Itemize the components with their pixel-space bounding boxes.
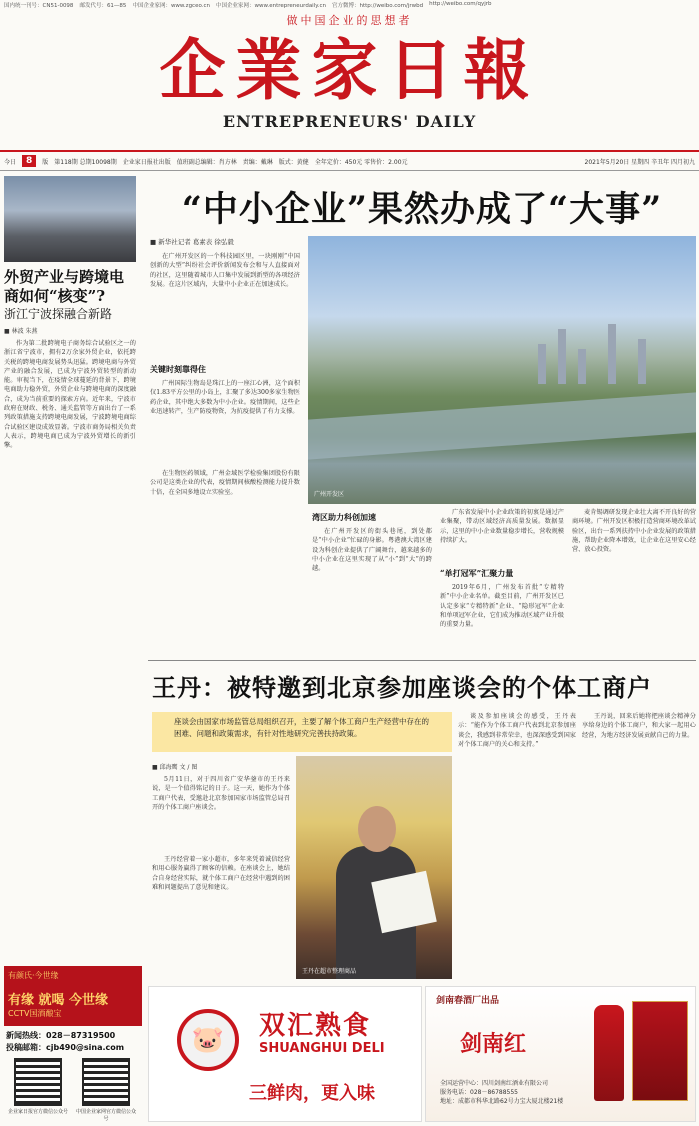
topbar-item: 中国企业家网：www.zgceo.cn bbox=[132, 3, 210, 9]
article2-para: 谈及参加座谈会的感受，王丹表示：“能作为个体工商户代表到北京参加座谈会，我感到非常荣幸，也深深感受到国家对个体工商户的关心和支持。” bbox=[458, 713, 576, 748]
article1-para: 广州国际生物岛是珠江上的一座江心洲，这个面积仅1.83平方公里的小岛上，汇聚了多达300多家生物医药企业，其中绝大多数为中小企业。疫情期间，这些企业迅速转产，生产防疫物资，为抗疫提供了有力支撑。 bbox=[150, 380, 300, 415]
issue-number: 第118期 总期10098期 bbox=[54, 158, 117, 166]
topbar-item: 国内统一刊号：CN51-0098 bbox=[4, 3, 74, 9]
duty-editor: 值班副总编辑：肖方林 bbox=[176, 158, 237, 166]
news-hotline: 新闻热线：028－87319500 bbox=[6, 1031, 116, 1040]
topbar-item: http://weibo.com/qyjrb bbox=[429, 1, 492, 7]
qr-code-icon[interactable] bbox=[82, 1058, 130, 1106]
jiannan-info-line: 全国运营中心：四川剑南红酒业有限公司 bbox=[440, 1080, 549, 1087]
article1-subhead: “单打冠军”汇聚力量 bbox=[440, 568, 514, 578]
article1-para: 广东省发展中小企业政策的初衷是通过产业集聚，带动区域经济高质量发展。数据显示，这里的中小企业数量稳步增长，营收规模持续扩大。 bbox=[440, 509, 564, 544]
article2-para: 王丹说，回来后她将把座谈会精神分享给身边的个体工商户，和大家一起用心经营，为地方经济发展贡献自己的力量。 bbox=[582, 713, 696, 739]
article1-subhead: 关键时刻靠得住 bbox=[150, 364, 206, 374]
article-divider bbox=[148, 660, 696, 661]
article1-para: 麦肯锡调研发现企业壮大离不开良好的营商环境。广州开发区积极打造营商环境改革试验区，出台一系列扶持中小企业发展的政策措施，帮助企业降本增效，让企业在这里安心经营、放心投资。 bbox=[572, 509, 696, 554]
conference-photo bbox=[4, 176, 136, 262]
person-photo-caption: 王丹在超市整理商品 bbox=[302, 968, 357, 975]
masthead-title-en: ENTREPRENEURS' DAILY bbox=[222, 112, 477, 131]
article1-para: 在生物医药领域，广州金域医学检验集团股份有限公司是这类企业的代表，疫情期间核酸检测能力提升数十倍，在全国多地设立实验室。 bbox=[150, 470, 300, 496]
info-rule bbox=[0, 170, 699, 171]
page-count-badge: 8 bbox=[22, 155, 36, 167]
ad-brand: 有缘 就喝 今世缘 bbox=[8, 993, 109, 1008]
qr-caption: 企业家日报官方微信公众号 bbox=[8, 1109, 69, 1115]
article2-column-2 bbox=[458, 712, 576, 980]
submission-email: 投稿邮箱：cjb490@sina.com bbox=[6, 1043, 125, 1052]
issue-date: 2021年5月20日 星期四 辛丑年 四月初九 bbox=[584, 158, 695, 166]
left-article-byline: ■ 林波 朱燕 bbox=[4, 328, 38, 335]
article1-subhead: 湾区助力科创加速 bbox=[312, 512, 376, 522]
masthead-title: 企業家日報 bbox=[159, 31, 540, 109]
gift-box-image bbox=[632, 1001, 688, 1101]
today-label: 今日 bbox=[4, 158, 17, 166]
article1-column-3 bbox=[440, 508, 564, 654]
city-photo-caption: 广州开发区 bbox=[314, 491, 345, 498]
contact-info bbox=[6, 1030, 138, 1054]
qr-caption: 中国企业家网官方微信公众号 bbox=[76, 1109, 137, 1122]
section-editor: 责编：戴琳 bbox=[242, 158, 273, 166]
masthead-slogan: 做中国企业的思想者 bbox=[286, 14, 413, 27]
article1-column-2 bbox=[312, 508, 432, 654]
jiannan-info bbox=[440, 1079, 563, 1106]
shuanghui-slogan: 三鲜肉，更入味 bbox=[249, 1083, 375, 1104]
article1-para: 在广州开发区的街头巷尾，到处都是“中小企业”忙碌的身影。粤港澳大湾区建设为科创企业提供了广阔舞台，越来越多的中小企业在这里实现了从“小”到“大”的跨越。 bbox=[312, 528, 432, 573]
shuanghui-brand: 双汇熟食 bbox=[259, 1011, 372, 1041]
left-column bbox=[4, 176, 136, 919]
jiannan-info-line: 地址：成都市科华北路62号力宝大厦北楼21楼 bbox=[440, 1098, 564, 1105]
article1-column-1 bbox=[150, 252, 300, 654]
top-info-bar bbox=[0, 0, 699, 10]
article1-column-4 bbox=[572, 508, 696, 654]
topbar-item: 官方微博：http://weibo.com/jrwbd bbox=[331, 3, 424, 9]
topbar-item: 邮发代号：61—85 bbox=[79, 3, 127, 9]
left-article-body: 作为第二批跨境电子商务综合试验区之一的浙江省宁波市，拥有2万余家外贸企业，依托跨关税的跨境电商发展势头迅猛。跨境电商与外贸产业的融合发展，已成为宁波外贸转型的新动能。审视当下，在疫情全球蔓延的背景下，跨境电商助力稳外贸，外贸企业与跨境电商的深度融合，成为当前重要的探索方向。近年来，宁波市政府在财政、税务、通关监管等方面出台了一系列政策措施支持跨境电商发展，宁波跨境电商综合试验区建设成效显著。宁波市商务局相关负责人表示，跨境电商已成为宁波外贸增长的新引擎。 bbox=[4, 340, 136, 450]
price: 全年定价：450元 零售价：2.00元 bbox=[314, 158, 408, 166]
city-aerial-photo bbox=[308, 236, 696, 504]
issue-info-bar bbox=[0, 152, 699, 170]
jinshiyuan-ad[interactable] bbox=[4, 966, 142, 1026]
article1-para: 在广州开发区的一个科技园区里，一块刚刚“中国创新的大型”纠纷社会评价新闻发布会和与人直接面对的社区，这里随着城市人口集中发展到新型的各项经济发展。在这片区域内，大量中小企业正在加速成长。 bbox=[150, 253, 300, 288]
jiannan-header: 剑南春酒厂出品 bbox=[436, 996, 500, 1006]
topbar-item: 中国企业家网：www.entrepreneurdaily.cn bbox=[216, 3, 326, 9]
bottle-image bbox=[594, 1005, 624, 1101]
article2-para: 5月11日，对于四川省广安华蓥市的王丹来说，是一个值得铭记的日子。这一天，她作为个体工商户代表，受邀赴北京参加国家市场监管总局召开的个体工商户座谈会。 bbox=[152, 776, 290, 811]
article2-column-3 bbox=[582, 712, 696, 980]
shuanghui-brand-en: SHUANGHUI DELI bbox=[259, 1041, 385, 1056]
article2-byline: ■ 邱海鹰 文 / 图 bbox=[152, 764, 198, 771]
shuanghui-ad[interactable] bbox=[148, 986, 422, 1122]
qr-code-icon[interactable] bbox=[14, 1058, 62, 1106]
publisher: 企业家日报社出版 bbox=[122, 158, 171, 166]
jiannan-info-line: 服务电话：028－86788555 bbox=[440, 1089, 518, 1096]
pig-logo-icon: 🐷 bbox=[177, 1009, 239, 1071]
article2-headline: 王丹：被特邀到北京参加座谈会的个体工商户 bbox=[152, 673, 652, 702]
ad-sub: CCTV国酒酿宝 bbox=[8, 1009, 62, 1018]
article1-para: 2019年6月，广州发布首批“专精特新”中小企业名单。截至目前，广州开发区已认定多家“专精特新”企业、“隐形冠军”企业和单项冠军企业，它们成为推动区域产业升级的重要力量。 bbox=[440, 584, 564, 629]
layout-editor: 版式：黄健 bbox=[278, 158, 309, 166]
page-count-suffix: 版 bbox=[42, 158, 49, 166]
jiannan-ad[interactable] bbox=[425, 986, 696, 1122]
left-article-subtitle: 浙江宁波探融合新路 bbox=[4, 307, 113, 321]
person-photo bbox=[296, 756, 452, 979]
left-article-title: 外贸产业与跨境电商如何“核变”? bbox=[4, 268, 125, 305]
ad-topline: 有颜氏·今世缘 bbox=[8, 971, 59, 980]
article2-summary: 座谈会由国家市场监管总局组织召开，主要了解个体工商户生产经营中存在的困难、问题和政策需求，有针对性地研究完善扶持政策。 bbox=[152, 712, 452, 752]
article1-byline: ■ 新华社记者 葛素表 徐弘毅 bbox=[150, 238, 234, 246]
article2-column-1 bbox=[152, 758, 290, 980]
jiannan-logo: 剑南红 bbox=[460, 1031, 527, 1057]
article2-para: 王丹经营着一家小超市，多年来凭着诚信经营和用心服务赢得了顾客的信赖。在座谈会上，她结合自身经营实际，就个体工商户在经营中遇到的困难和问题提出了意见和建议。 bbox=[152, 856, 290, 891]
article1-headline: “中小企业”果然办成了“大事” bbox=[181, 189, 663, 230]
